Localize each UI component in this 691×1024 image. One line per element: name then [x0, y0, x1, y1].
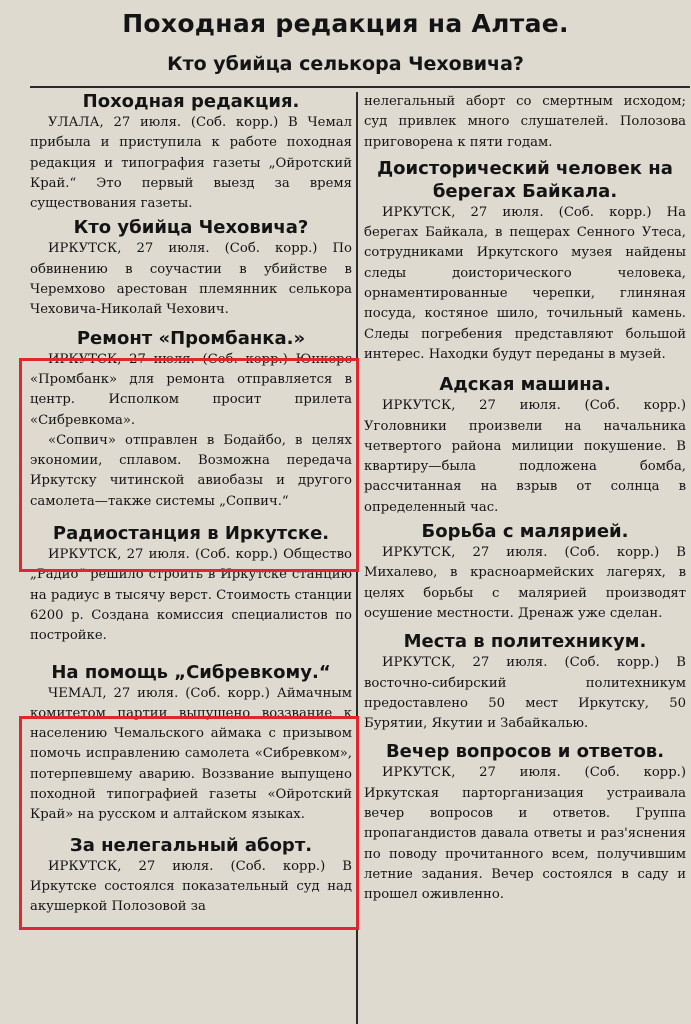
article-text: ИРКУТСК, 27 июля. (Соб. корр.) В восточно-сибирский политехникум предоставлено 50 мест Иркутску, 50 Бурятии, Якутии и Забайкалью. [364, 655, 686, 732]
article-heading: За нелегальный аборт. [69, 834, 313, 856]
article-heading: Места в политехникум. [403, 631, 647, 653]
article-remont-prombanka [30, 327, 352, 512]
article-za-nelegalnyy-abort [30, 834, 352, 918]
article-kto-ubiytsa [30, 216, 352, 320]
article-heading: Вечер вопросов и ответов. [385, 741, 665, 763]
left-column [30, 88, 352, 1024]
page-title: Походная редакция на Алтае. [122, 9, 569, 38]
article-text: ИРКУТСК, 27 июля. (Соб. корр.) Уголовники произвели на начальника четвертого района милиции покушение. В квартиру—была подложена бомба, рассчитанная на взрыв от солнца в определенный час. [364, 398, 686, 515]
article-doistoricheskiy-chelovek [364, 157, 686, 365]
article-heading: Кто убийца Чеховича? [73, 217, 309, 239]
article-text: ИРКУТСК, 27 июля. (Соб. корр.) Юнкерс «Промбанк» для ремонта отправляется в центр. Исполком просит прилета «Сибревкома». [30, 351, 352, 428]
article-vecher-voprosov [364, 740, 686, 905]
article-heading: На помощь „Сибревкому.“ [51, 661, 331, 683]
article-text: ИРКУТСК, 27 июля. (Соб. корр.) В Иркутске состоялся показательный суд над акушеркой Полозовой за [30, 858, 352, 915]
article-na-pomoshch [30, 661, 352, 826]
article-heading: Адская машина. [439, 374, 611, 396]
article-heading: Доисторический человек на берегах Байкала. [377, 157, 673, 202]
article-heading: Борьба с малярией. [421, 521, 629, 543]
article-borba-s-malyariey [364, 520, 686, 624]
page-subtitle: Кто убийца селькора Чеховича? [167, 53, 524, 75]
article-text: УЛАЛА, 27 июля. (Соб. корр.) В Чемал прибыла и приступила к работе походная редакция и типография газеты „Ойротский Край.“ Это первый выезд за время существования газеты. [30, 115, 352, 212]
column-divider [356, 92, 358, 1024]
article-adskaya-mashina [364, 373, 686, 518]
article-text: нелегальный аборт со смертным исходом; суд привлек много слушателей. Полозова приговорена к пяти годам. [364, 94, 686, 150]
page-header [0, 0, 691, 76]
article-text: ИРКУТСК, 27 июля. (Соб. корр.) Общество „Радио“ решило строить в Иркутске станцию на радиус в тысячу верст. Стоимость станции 6200 р. Создана комиссия специалистов по постройке. [30, 547, 352, 644]
article-heading: Радиостанция в Иркутске. [52, 523, 330, 545]
article-pokhodnaya-redaktsiya [30, 90, 352, 214]
right-column [364, 92, 686, 1024]
article-text: ИРКУТСК, 27 июля. (Соб. корр.) По обвинению в соучастии в убийстве в Черемхово арестован племянник селькора Чеховича-Николай Чехович. [30, 241, 352, 318]
article-radiostantsiya [30, 522, 352, 646]
article-text: ИРКУТСК, 27 июля. (Соб. корр.) В Михалево, в красноармейских лагерях, в целях борьбы с малярией производят осушение местности. Дренаж уже сделан. [364, 545, 686, 621]
article-text: ЧЕМАЛ, 27 июля. (Соб. корр.) Аймачным комитетом партии выпущено воззвание к населению Чемальского аймака с призывом помочь исправлению самолета «Сибревком», потерпевшему аварию. Воззвание выпущено походной типографией газеты «Ойротский Край» на русском и алтайском языках. [30, 685, 352, 823]
article-text: ИРКУТСК, 27 июля. (Соб. корр.) Иркутская парторганизация устраивала вечер вопросов и ответов. Группа пропагандистов давала ответы и раз'яснения по поводу прочитанного всем, получившим летние задания. Вечер состоялся в саду и прошел оживленно. [364, 765, 686, 903]
article-text: ИРКУТСК, 27 июля. (Соб. корр.) На берегах Байкала, в пещерах Сенного Утеса, сотрудниками Иркутского музея найдены следы доисторического человека, орнаментированные черепки, глиняная посуда, костяное шило, точильный камень. Следы погребения представляют большой интерес. Находки будут переданы в музей. [364, 204, 686, 362]
article-continuation [364, 92, 686, 153]
article-mesta-v-politekhnikum [364, 630, 686, 734]
article-heading: Походная редакция. [82, 91, 300, 112]
article-heading: Ремонт «Промбанка.» [76, 327, 306, 349]
article-text: «Сопвич» отправлен в Бодайбо, в целях экономии, сплавом. Возможна передача Иркутску читинской авиобазы и другого самолета—также системы „Сопвич.“ [30, 432, 352, 509]
